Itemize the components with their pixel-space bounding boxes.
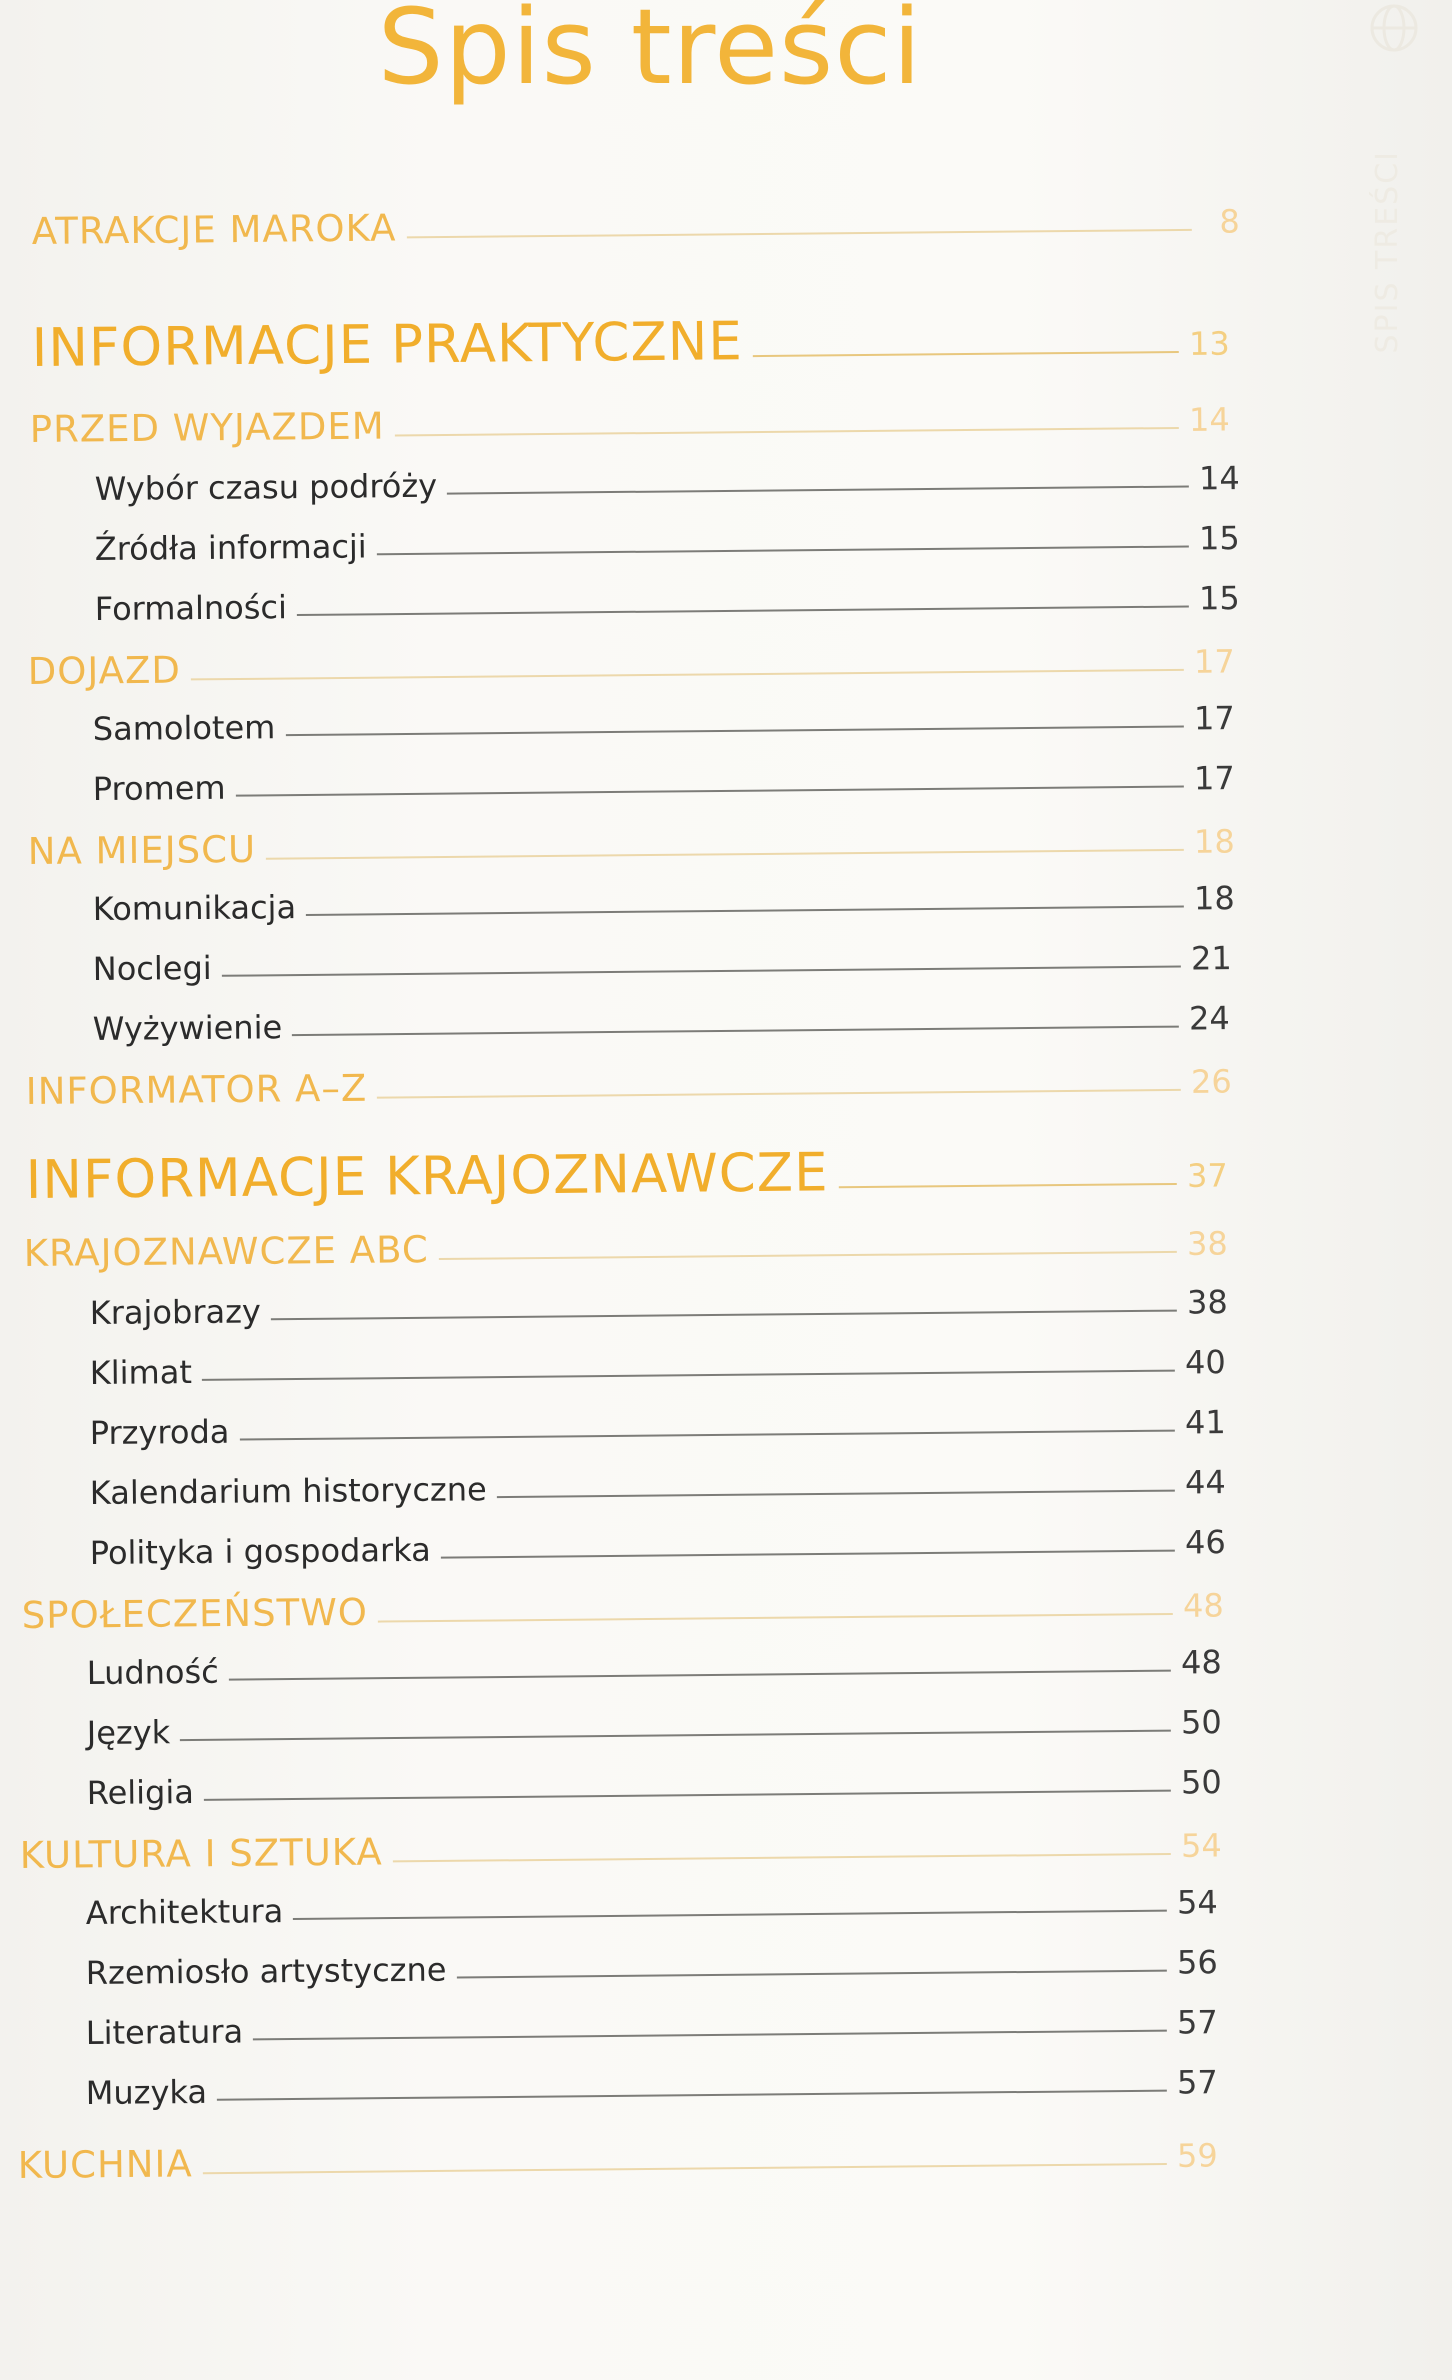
toc-page-number: 26 — [1190, 1062, 1232, 1101]
toc-entry-label: DOJAZD — [27, 648, 182, 693]
toc-subentry — [95, 579, 1240, 628]
toc-entry-label: Noclegi — [92, 948, 212, 988]
toc-leader-line — [266, 849, 1184, 860]
toc-page-number: 41 — [1184, 1403, 1226, 1442]
toc-leader-line — [253, 2030, 1167, 2041]
toc-leader-line — [306, 906, 1184, 916]
toc-leader-line — [407, 229, 1192, 239]
toc-page-number: 17 — [1193, 759, 1235, 798]
toc-page-number: 18 — [1193, 879, 1235, 918]
toc-entry-label: Ludność — [86, 1652, 219, 1692]
toc-entry-label: Kalendarium historyczne — [89, 1470, 487, 1512]
toc-subentry — [90, 1283, 1228, 1332]
toc-page-number: 37 — [1186, 1156, 1228, 1195]
toc-section-heading — [28, 818, 1235, 873]
toc-entry-label: INFORMACJE KRAJOZNAWCZE — [25, 1142, 829, 1211]
toc-entry-label: Literatura — [85, 2012, 244, 2052]
toc-page-number: 24 — [1188, 999, 1230, 1038]
toc-page-number: 15 — [1198, 579, 1240, 618]
toc-section-heading — [22, 1582, 1224, 1637]
toc-page-number: 21 — [1190, 939, 1232, 978]
toc-subentry — [87, 1763, 1222, 1812]
toc-page-number: 40 — [1184, 1343, 1226, 1382]
toc-leader-line — [271, 1310, 1177, 1321]
toc-subentry — [86, 1883, 1218, 1932]
toc-subentry — [93, 699, 1235, 748]
page-title: Spis treści — [377, 0, 923, 108]
toc-entry-label: SPOŁECZEŃSTWO — [21, 1590, 369, 1637]
toc-page-number: 54 — [1176, 1883, 1218, 1922]
toc-leader-line — [292, 1026, 1179, 1037]
toc-subentry — [86, 2003, 1218, 2052]
toc-page-number: 8 — [1219, 202, 1240, 241]
toc-leader-line — [439, 1251, 1177, 1260]
toc-entry-label: Polityka i gospodarka — [89, 1530, 431, 1572]
toc-entry-label: Komunikacja — [92, 888, 297, 928]
toc-leader-line — [497, 1490, 1175, 1499]
toc-subentry — [93, 939, 1232, 988]
toc-leader-line — [441, 1550, 1175, 1559]
toc-entry-label: Wybór czasu podróży — [94, 466, 438, 508]
toc-subentry — [87, 1643, 1222, 1692]
toc-subentry — [95, 519, 1240, 568]
toc-page-number: 17 — [1193, 699, 1235, 738]
toc-page-number: 17 — [1193, 642, 1235, 681]
toc-entry-label: Przyroda — [89, 1412, 230, 1452]
toc-page-number: 50 — [1180, 1763, 1222, 1802]
toc-leader-line — [377, 1089, 1181, 1099]
toc-section-heading — [20, 1822, 1222, 1877]
toc-leader-line — [180, 1730, 1171, 1742]
toc-page-number: 38 — [1186, 1283, 1228, 1322]
toc-entry-label: Źródła informacji — [94, 527, 367, 568]
toc-subentry — [90, 1343, 1226, 1392]
toc-page-number: 46 — [1184, 1523, 1226, 1562]
toc-leader-line — [393, 1853, 1171, 1862]
toc-entry-label: Muzyka — [85, 2072, 208, 2112]
toc-page-number: 48 — [1180, 1643, 1222, 1682]
toc-subentry — [95, 459, 1240, 508]
toc-section-heading — [26, 1058, 1232, 1113]
toc-page-number: 38 — [1186, 1224, 1228, 1263]
toc-entry-label: Formalności — [94, 588, 288, 628]
toc-leader-line — [395, 427, 1179, 437]
toc-leader-line — [236, 786, 1184, 797]
toc-entry-label: Rzemiosło artystyczne — [85, 1950, 447, 1992]
toc-leader-line — [204, 1790, 1171, 1801]
toc-entry-label: KUCHNIA — [17, 2142, 193, 2187]
toc-leader-line — [191, 669, 1184, 681]
toc-page-number: 57 — [1176, 2003, 1218, 2042]
toc-entry-label: Język — [86, 1713, 171, 1752]
toc-entry-label: Krajobrazy — [89, 1292, 262, 1332]
toc-entry-label: Klimat — [89, 1353, 193, 1392]
toc-subentry — [93, 759, 1235, 808]
toc-page-number: 59 — [1176, 2136, 1218, 2175]
toc-leader-line — [293, 1910, 1167, 1920]
toc-part-heading — [25, 1138, 1228, 1211]
toc-leader-line — [239, 1430, 1175, 1441]
toc-leader-line — [222, 966, 1181, 977]
toc-leader-line — [217, 2090, 1167, 2101]
toc-page-number: 13 — [1188, 324, 1230, 363]
toc-leader-line — [297, 605, 1189, 616]
toc-entry-label: ATRAKCJE MAROKA — [31, 206, 397, 253]
toc-subentry — [87, 1703, 1222, 1752]
toc-entry-label: INFORMATOR A–Z — [25, 1066, 368, 1113]
toc-entry-label: Religia — [86, 1772, 195, 1812]
toc-section-heading — [28, 638, 1235, 693]
toc-leader-line — [457, 1970, 1168, 1979]
toc-page-number: 14 — [1188, 400, 1230, 439]
toc-entry-label: Promem — [92, 768, 226, 808]
toc-entry-label: PRZED WYJAZDEM — [29, 404, 385, 451]
toc-subentry — [93, 999, 1230, 1048]
toc-subentry — [86, 1943, 1218, 1992]
toc-section-heading — [18, 2132, 1218, 2187]
toc-entry-label: NA MIEJSCU — [27, 827, 257, 873]
side-section-label: SPIS TREŚCI — [1370, 150, 1405, 354]
toc-page-number: 48 — [1182, 1586, 1224, 1625]
toc-page-number: 18 — [1193, 822, 1235, 861]
toc-section-heading — [24, 1220, 1228, 1275]
toc-page-number: 44 — [1184, 1463, 1226, 1502]
toc-subentry — [90, 1523, 1226, 1572]
toc-leader-line — [377, 545, 1189, 555]
toc-leader-line — [285, 726, 1184, 737]
toc-leader-line — [202, 1370, 1175, 1381]
toc-leader-line — [378, 1613, 1173, 1623]
toc-subentry — [86, 2063, 1218, 2112]
toc-leader-line — [447, 485, 1189, 494]
toc-section-heading — [32, 198, 1240, 253]
toc-page-number: 15 — [1198, 519, 1240, 558]
toc-leader-line — [203, 2163, 1167, 2174]
toc-entry-label: KRAJOZNAWCZE ABC — [23, 1228, 429, 1275]
toc-entry-label: Wyżywienie — [92, 1008, 283, 1048]
toc-entry-label: Samolotem — [92, 708, 276, 748]
toc-part-heading — [31, 307, 1230, 379]
toc-leader-line — [229, 1670, 1171, 1681]
toc-leader-line — [753, 351, 1179, 357]
toc-entry-label: INFORMACJE PRAKTYCZNE — [31, 311, 744, 379]
toc-page-number: 54 — [1180, 1826, 1222, 1865]
toc-page-number: 50 — [1180, 1703, 1222, 1742]
toc-section-heading — [30, 396, 1230, 451]
toc-subentry — [90, 1463, 1226, 1512]
toc-leader-line — [839, 1183, 1177, 1188]
toc-subentry — [90, 1403, 1226, 1452]
toc-page-number: 14 — [1198, 459, 1240, 498]
toc-page-number: 57 — [1176, 2063, 1218, 2102]
toc-entry-label: KULTURA I SZTUKA — [19, 1830, 383, 1877]
toc-page-number: 56 — [1176, 1943, 1218, 1982]
toc-entry-label: Architektura — [85, 1892, 284, 1932]
toc-subentry — [93, 879, 1235, 928]
